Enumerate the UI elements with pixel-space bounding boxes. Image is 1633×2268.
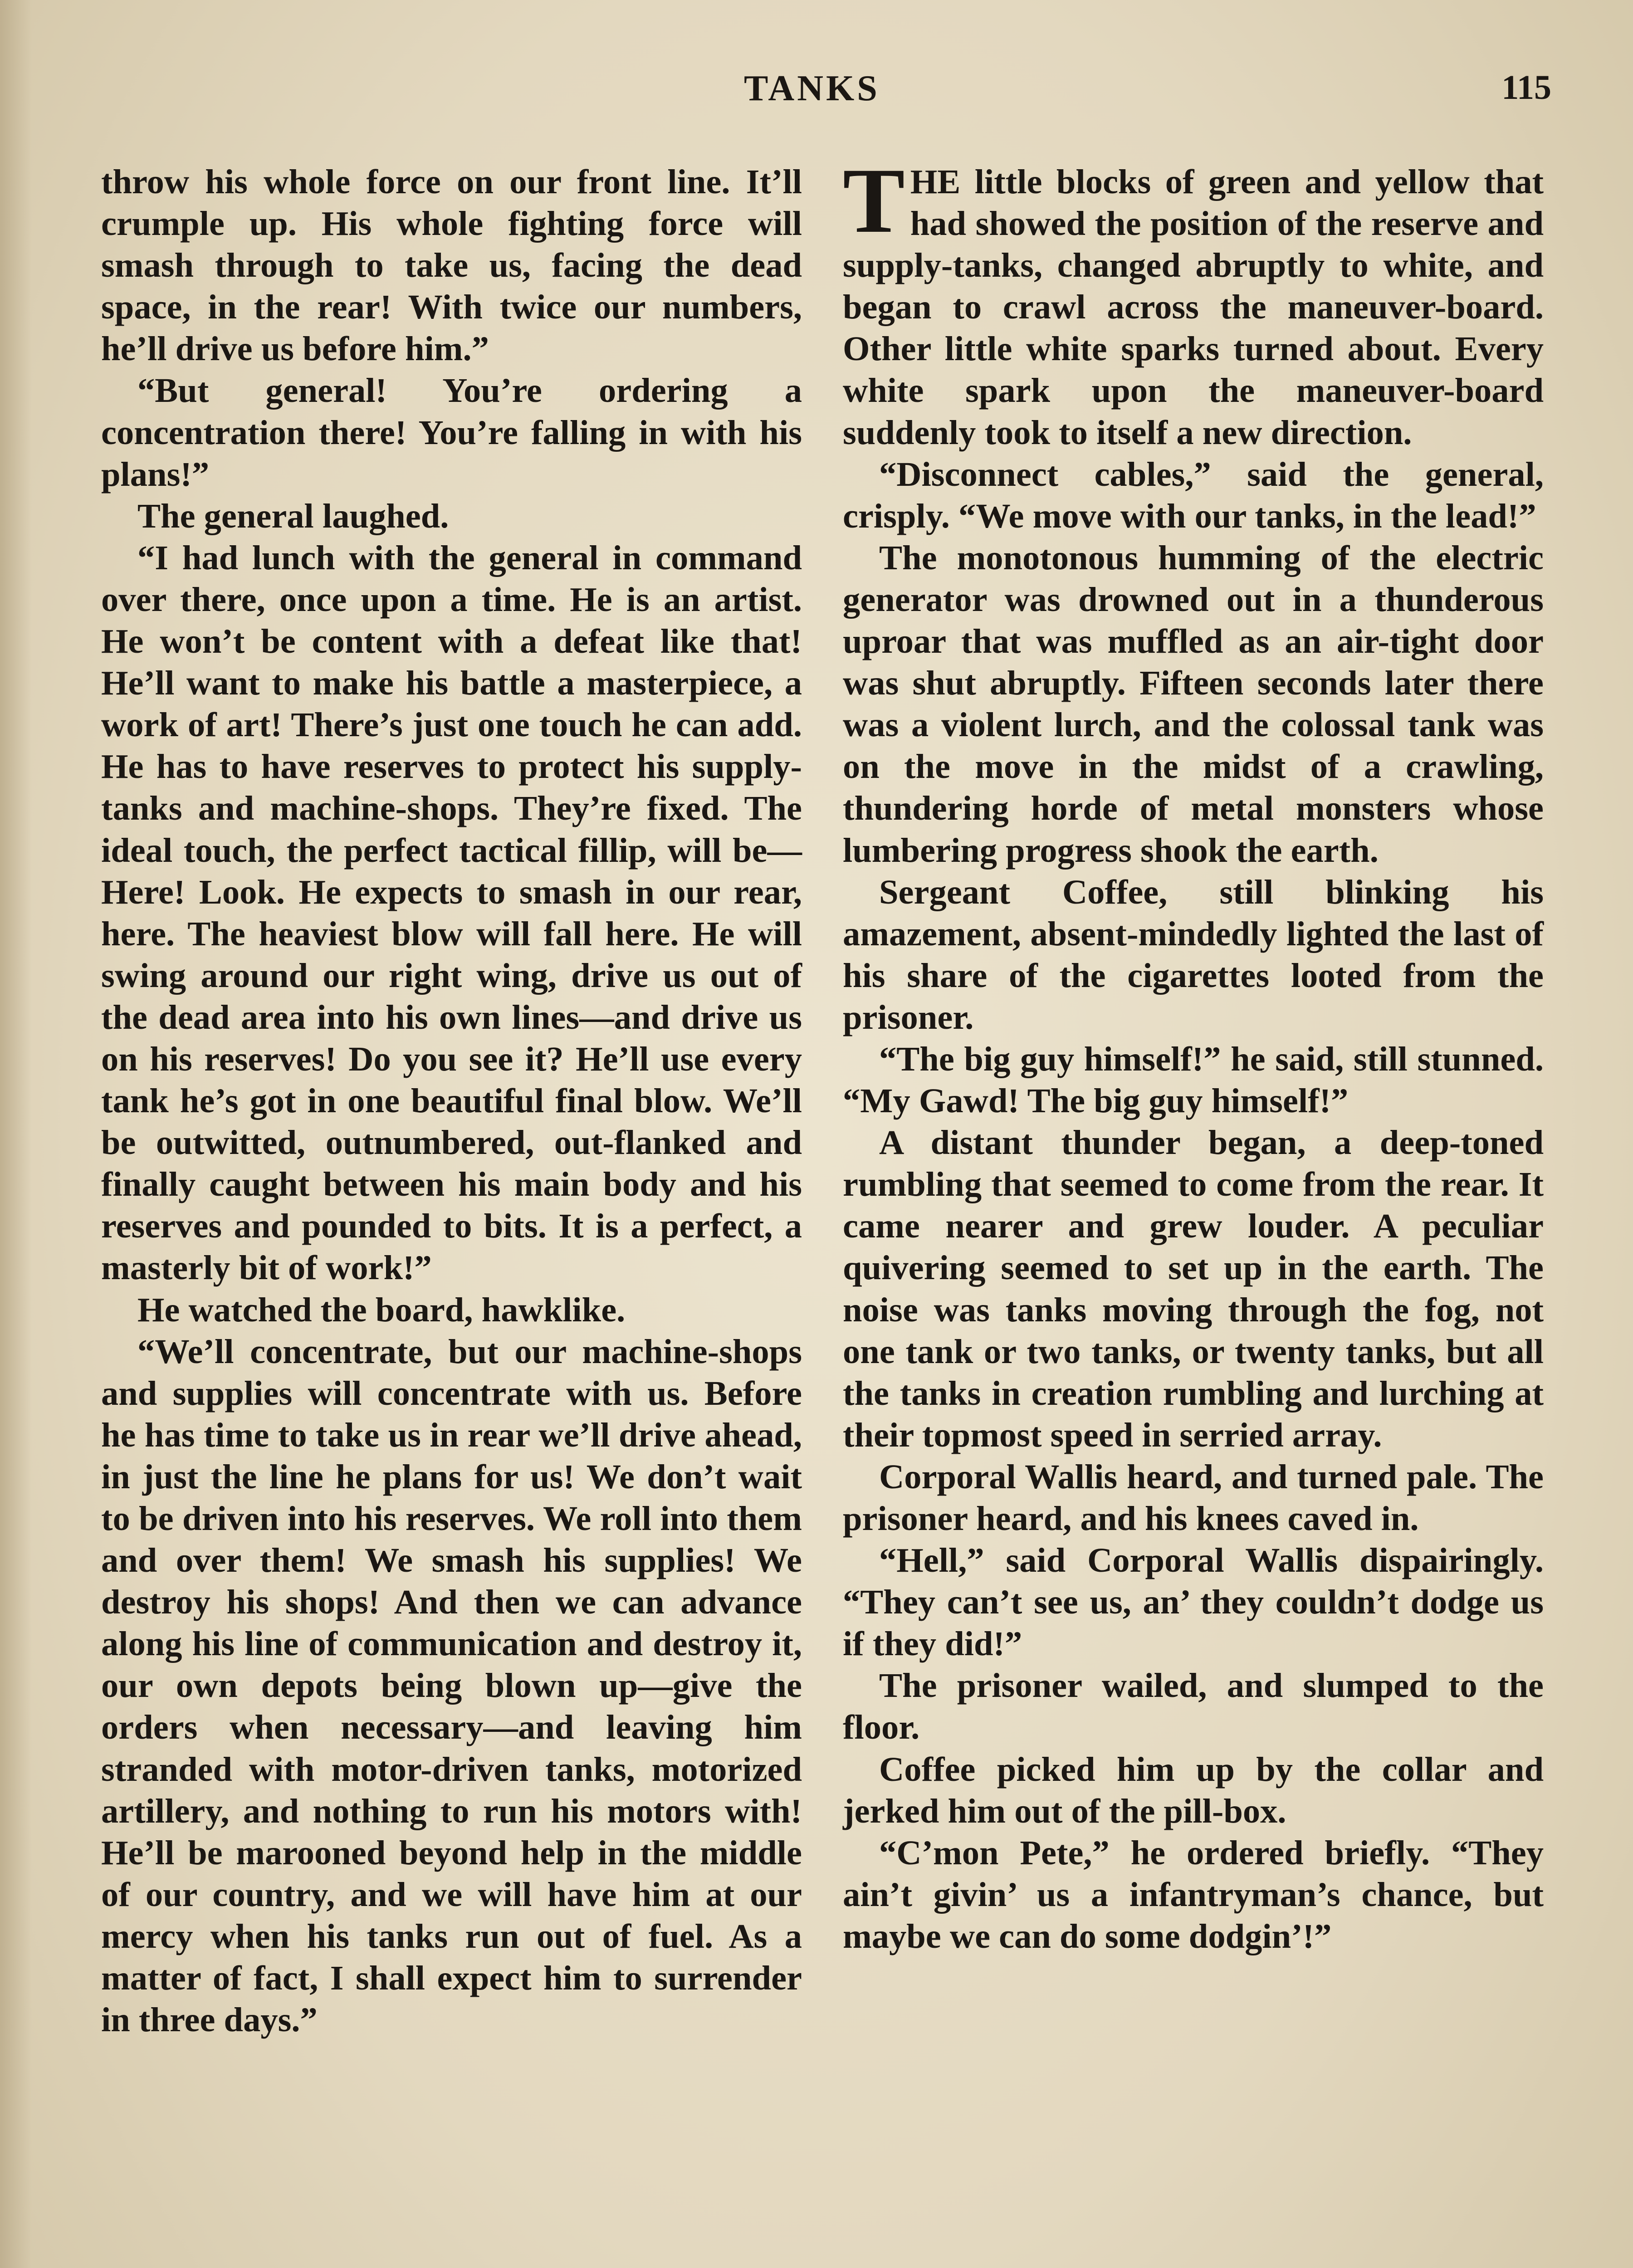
page-number: 115: [1501, 68, 1551, 107]
left-column: [101, 161, 802, 2041]
page-gutter-shadow: [0, 0, 32, 2268]
paragraph: “Disconnect cables,” said the general, crisply. “We move with our tanks, in the lead!”: [843, 455, 1544, 535]
paragraph: “But general! You’re ordering a concentration there! You’re falling in with his plans!”: [101, 371, 802, 494]
right-column: [843, 149, 1544, 1957]
running-title: TANKS: [744, 68, 880, 108]
paragraph: “We’ll concentrate, but our machine-shops and supplies will concentrate with us. Before he has time to take us in rear we’ll drive ahead, in just the line he plans for us! We don’t wait to be driven into his reserves. We roll into them and over them! We smash his supplies! We destroy his shops! And then we can advance along his line of communication and destroy it, our own depots being blown up—give the orders when necessary—and leaving him stranded with motor-driven tanks, motorized artillery, and nothing to run his motors with! He’ll be marooned beyond help in the middle of our country, and we will have him at our mercy when his tanks run out of fuel. As a matter of fact, I shall expect him to surrender in three days.”: [101, 1332, 802, 2039]
paragraph: Coffee picked him up by the collar and jerked him out of the pill-box.: [843, 1750, 1544, 1830]
paragraph: “The big guy himself!” he said, still stunned. “My Gawd! The big guy himself!”: [843, 1039, 1544, 1120]
drop-cap: T: [843, 149, 905, 252]
paragraph: throw his whole force on our front line. It’ll crumple up. His whole fighting force will smash through to take us, facing the dead space, in the rear! With twice our numbers, he’ll drive us before him.”: [101, 162, 802, 368]
paragraph: He watched the board, hawklike.: [137, 1290, 626, 1329]
opening-paragraph: [843, 149, 1544, 454]
paragraph: The general laughed.: [137, 496, 449, 535]
paragraph: “I had lunch with the general in command over there, once upon a time. He is an artist. He won’t be content with a defeat like that! He’ll want to make his battle a masterpiece, a work of art! There’s just one touch he can add. He has to have reserves to protect his supply-tanks and machine-shops. They’re fixed. The ideal touch, the perfect tactical fillip, will be—Here! Look. He expects to smash in our rear, here. The heaviest blow will fall here. He will swing around our right wing, drive us out of the dead area into his own lines—and drive us on his reserves! Do you see it? He’ll use every tank he’s got in one beautiful final blow. We’ll be outwitted, outnumbered, out-flanked and finally caught between his main body and his reserves and pounded to bits. It is a perfect, a masterly bit of work!”: [101, 538, 802, 1287]
paragraph: The monotonous humming of the electric generator was drowned out in a thunderous uproar that was muffled as an air-tight door was shut abruptly. Fifteen seconds later there was a violent lurch, and the colossal tank was on the move in the midst of a crawling, thundering horde of metal monsters whose lumbering progress shook the earth.: [843, 538, 1544, 870]
running-header: [0, 68, 1633, 118]
paragraph: The prisoner wailed, and slumped to the floor.: [843, 1666, 1544, 1747]
paragraph: Sergeant Coffee, still blinking his amazement, absent-mindedly lighted the last of his share of the cigarettes looted from the prisoner.: [843, 872, 1544, 1036]
opening-paragraph-text: HE little blocks of green and yellow that had showed the position of the reserve and supply-tanks, changed abruptly to white, and began to crawl across the maneuver-board. Other little white sparks turned about. Every white spark upon the maneuver-board suddenly took to itself a new direction.: [843, 162, 1544, 452]
paragraph: “Hell,” said Corporal Wallis dispairingly. “They can’t see us, an’ they couldn’t dodge us if they did!”: [843, 1541, 1544, 1663]
paragraph: “C’mon Pete,” he ordered briefly. “They ain’t givin’ us a infantryman’s chance, but maybe we can do some dodgin’!”: [843, 1833, 1544, 1955]
paragraph: Corporal Wallis heard, and turned pale. The prisoner heard, and his knees caved in.: [843, 1457, 1544, 1538]
paragraph: A distant thunder began, a deep-toned rumbling that seemed to come from the rear. It came nearer and grew louder. A peculiar quivering seemed to set up in the earth. The noise was tanks moving through the fog, not one tank or two tanks, or twenty tanks, but all the tanks in creation rumbling and lurching at their topmost speed in serried array.: [843, 1123, 1544, 1454]
